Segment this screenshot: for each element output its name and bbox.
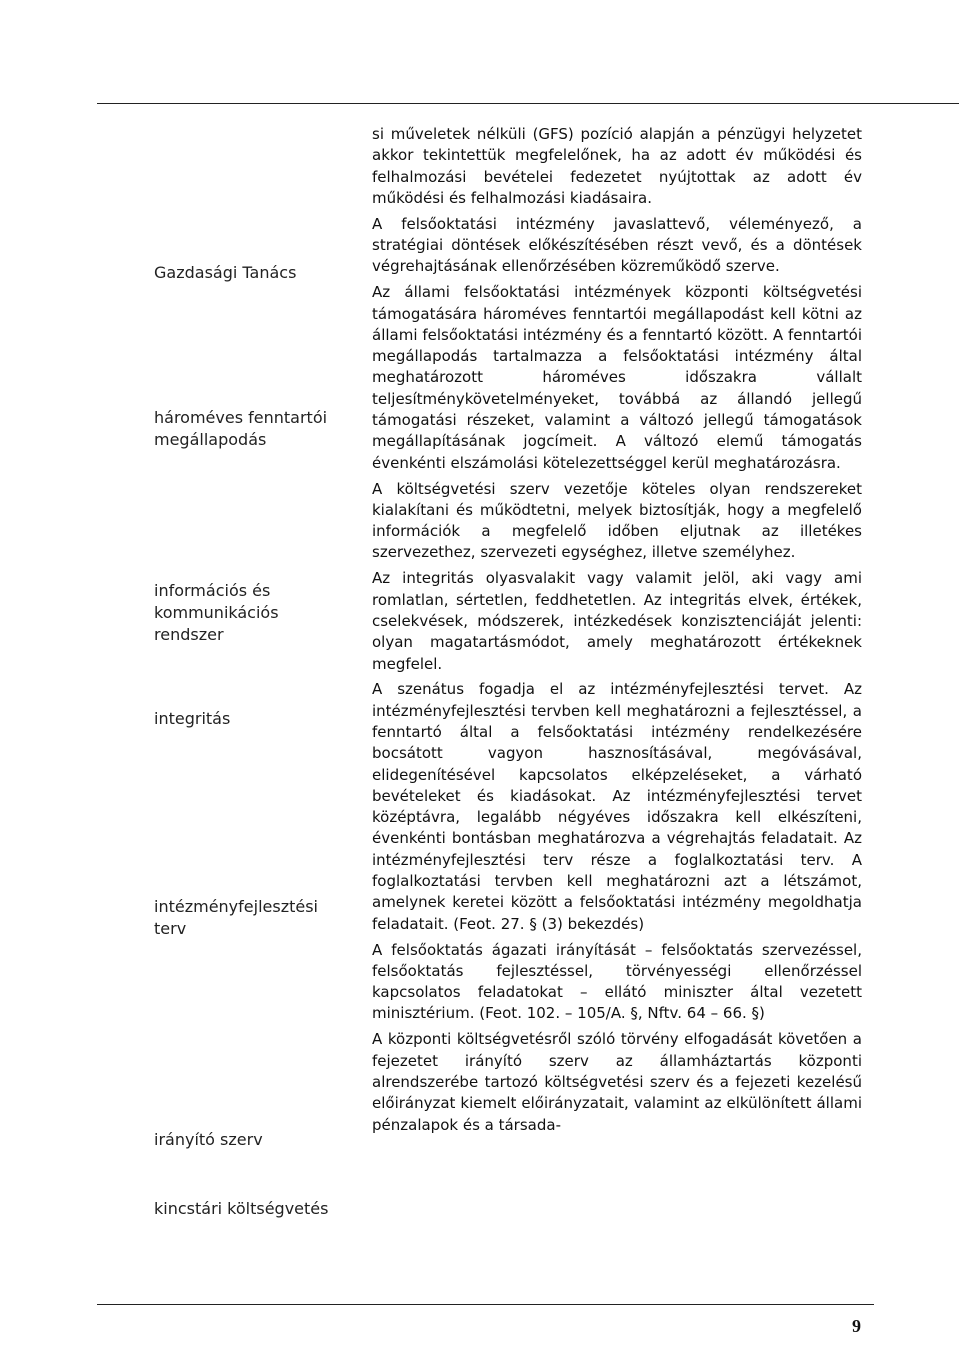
paragraph: si műveletek nélküli (GFS) pozíció alapján a pénzügyi helyzetet akkor tekintettük megfelelőnek, ha az adott év működési és felhalmozási bevételei fedezetet nyújtottak az adott év működési és felhalmozási kiadásaira.: [372, 125, 862, 207]
margin-term-intezmenyfejlesztesi-terv: intézményfejlesztési terv: [154, 897, 318, 938]
page-number: 9: [852, 1316, 861, 1336]
paragraph: A központi költségvetésről szóló törvény elfogadását követően a fejezetet irányító szerv az államháztartás központi alrendszerébe tartozó költségvetési szerv és a fejezeti kezelésű előirányzat kiemelt előirányzatait, valamint az elkülönített állami pénzalapok és a társada-: [372, 1030, 862, 1134]
paragraph: Az állami felsőoktatási intézmények központi költségvetési támogatására hároméves fenntartói megállapodást kell kötni az állami felsőoktatási intézmény és a fenntartó között. A fenntartói megállapodás tartalmazza a felsőoktatási intézmény által meghatározott hároméves időszakra vállalt teljesítménykövetelményeket, továbbá az állandó jellegű támogatási részeket, valamint a változó jellegű támogatások megállapításának jogcímeit. A változó elemű támogatás évenkénti elszámolási kötelezettséggel kerül meghatározásra.: [372, 283, 862, 472]
paragraph: A szenátus fogadja el az intézményfejlesztési tervet. Az intézményfejlesztési tervben kell meghatározni a fejlesztéssel, a fenntartó által a felsőoktatási intézmény rendelkezésére bocsátott vagyon hasznosításával, megóvásával, elidegenítésével kapcsolatos elképzeléseket, a várható bevételeket és kiadásokat. Az intézményfejlesztési tervet középtávra, legalább négyéves időszakra kell elkészíteni, évenkénti bontásban meghatározva a végrehajtás feladatait. Az intézményfejlesztési terv része a foglalkoztatási terv. A foglalkoztatási tervben kell meghatározni azt a létszámot, amelynek keretei között a felsőoktatási intézmény megoldhatja feladatait. (Feot. 27. § (3) bekezdés): [372, 680, 862, 933]
top-rule: [97, 103, 959, 104]
main-text: [372, 124, 862, 1140]
margin-term-kincstari-koltsegvetes: kincstári költségvetés: [154, 1199, 329, 1218]
paragraph: Az integritás olyasvalakit vagy valamit jelöl, aki vagy ami romlatlan, sértetlen, feddhetetlen. Az integritás elvek, értékek, cselekvések, módszerek, intézkedések konzisztenciáját jelenti: olyan magatartásmódot, amely meghatározott értékeknek megfelel.: [372, 569, 862, 673]
margin-term-gazdasagi-tanacs: Gazdasági Tanács: [154, 263, 297, 282]
bottom-rule: [97, 1304, 874, 1305]
margin-term-harom-eves-megallapodas: hároméves fenntartói megállapodás: [154, 408, 328, 449]
paragraph: A felsőoktatás ágazati irányítását – felsőoktatás szervezéssel, felsőoktatás fejlesztéssel, törvényességi ellenőrzéssel kapcsolatos feladatokat – ellátó miniszter által vezetett minisztérium. (Feot. 102. – 105/A. §, Nftv. 64 – 66. §): [372, 940, 862, 1023]
margin-term-iranyito-szerv: irányító szerv: [154, 1130, 263, 1149]
margin-term-integritas: integritás: [154, 709, 231, 728]
margin-term-informacios-rendszer: információs és kommunikációs rendszer: [154, 581, 279, 644]
paragraph: A felsőoktatási intézmény javaslattevő, véleményező, a stratégiai döntések előkészítésében részt vevő, és a döntések végrehajtásának ellenőrzésében közreműködő szerve.: [372, 214, 862, 276]
paragraph: A költségvetési szerv vezetője köteles olyan rendszereket kialakítani és működtetni, melyek biztosítják, hogy a megfelelő információk a megfelelő időben eljutnak az illetékes szervezethez, szervezeti egységhez, illetve személyhez.: [372, 479, 862, 562]
